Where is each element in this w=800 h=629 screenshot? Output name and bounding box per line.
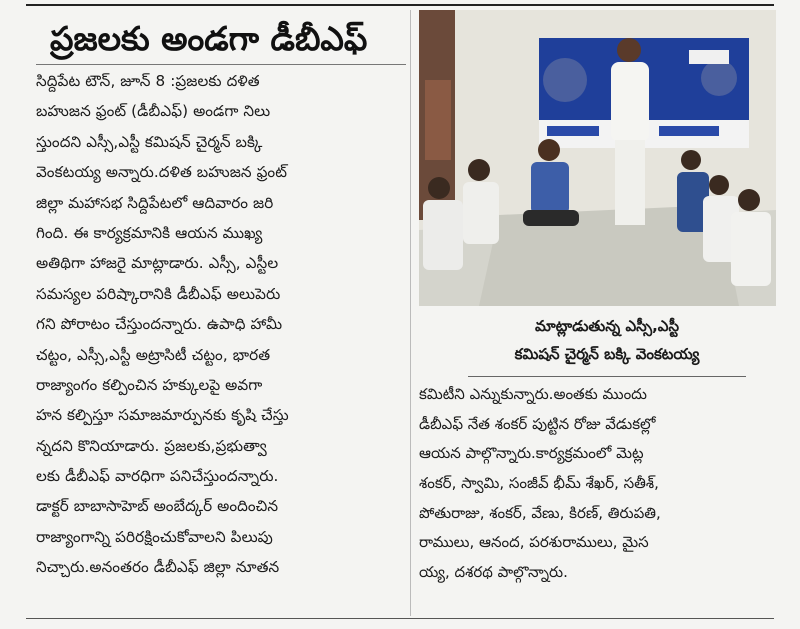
text-line: సిద్దిపేట టౌన్, జూన్ 8 :ప్రజలకు దళిత — [36, 72, 260, 90]
text-line: శంకర్, స్వామి, సంజీవ్ భీమ్ శేఖర్, సతీశ్, — [419, 474, 659, 493]
photo-caption — [468, 312, 746, 372]
text-line: న్నదని కొనియాడారు. ప్రజలకు,ప్రభుత్వా — [36, 436, 267, 455]
caption-line: మాట్లాడుతున్న ఎస్సీ,ఎస్టీ — [535, 317, 679, 335]
text-line: అతిథిగా హాజరై మాట్లాడారు. ఎస్సీ, ఎస్టీల — [36, 254, 279, 273]
text-line: వెంకటయ్య అన్నారు.దళిత బహుజన ఫ్రంట్ — [36, 163, 288, 182]
text-line: చట్టం, ఎస్సీ,ఎస్టీ అట్రాసిటీ చట్టం, భారత — [36, 345, 271, 364]
caption-rule — [468, 376, 746, 377]
text-line: లకు డీబీఎఫ్ వారధిగా పనిచేస్తుందన్నారు. — [36, 467, 279, 486]
column-divider — [410, 10, 411, 616]
headline: ప్రజలకు అండగా డీబీఎఫ్ — [50, 19, 368, 58]
text-line: గని పోరాటం చేస్తుందన్నారు. ఉపాధి హామీ — [36, 315, 283, 334]
text-line: హన కల్పిస్తూ సమాజమార్పునకు కృషి చేస్తు — [36, 406, 289, 425]
text-line: బహుజన ఫ్రంట్ (డీబీఎఫ్) అండగా నిలు — [36, 102, 271, 121]
caption-line: కమిషన్ చైర్మన్ బక్కి వెంకటయ్య — [514, 345, 700, 363]
news-photo — [419, 10, 776, 306]
article-body-column-1 — [36, 66, 406, 614]
text-line: సమస్యల పరిష్కారానికి డీబీఎఫ్ అలుపెరు — [36, 284, 281, 303]
text-line: ఆయన పాల్గొన్నారు.కార్యక్రమంలో మెట్ల — [419, 444, 644, 463]
text-line: జిల్లా మహాసభ సిద్దిపేటలో ఆదివారం జరి — [36, 193, 274, 212]
text-line: కమిటీని ఎన్నుకున్నారు.అంతకు ముందు — [419, 385, 647, 403]
text-line: గింది. ఈ కార్యక్రమానికి ఆయన ముఖ్య — [36, 223, 263, 242]
text-line: పోతురాజు, శంకర్, వేణు, కిరణ్, తిరుపతి, — [419, 503, 661, 522]
text-line: రాములు, ఆనంద, పరశురాములు, మైస — [419, 533, 649, 552]
bottom-rule — [26, 618, 774, 619]
top-rule — [26, 4, 774, 6]
text-line: డాక్టర్ బాబాసాహెబ్ అంబేద్కర్ అందించిన — [36, 497, 279, 516]
headline-rule — [36, 64, 406, 65]
text-line: స్తుందని ఎస్సీ,ఎస్టీ కమిషన్ చైర్మన్ బక్కి — [36, 132, 263, 151]
article-body-column-2 — [419, 380, 779, 616]
text-line: య్య, దశరథ పాల్గొన్నారు. — [419, 563, 568, 582]
text-line: డీబీఎఫ్ నేత శంకర్ పుట్టిన రోజు వేడుకల్లో — [419, 414, 656, 433]
text-line: రాజ్యాంగం కల్పించిన హక్కులపై అవగా — [36, 375, 263, 394]
text-line: నిచ్చారు.అనంతరం డీబీఎఫ్ జిల్లా నూతన — [36, 558, 280, 577]
text-line: రాజ్యాంగాన్ని పరిరక్షించుకోవాలని పిలుపు — [36, 527, 273, 546]
